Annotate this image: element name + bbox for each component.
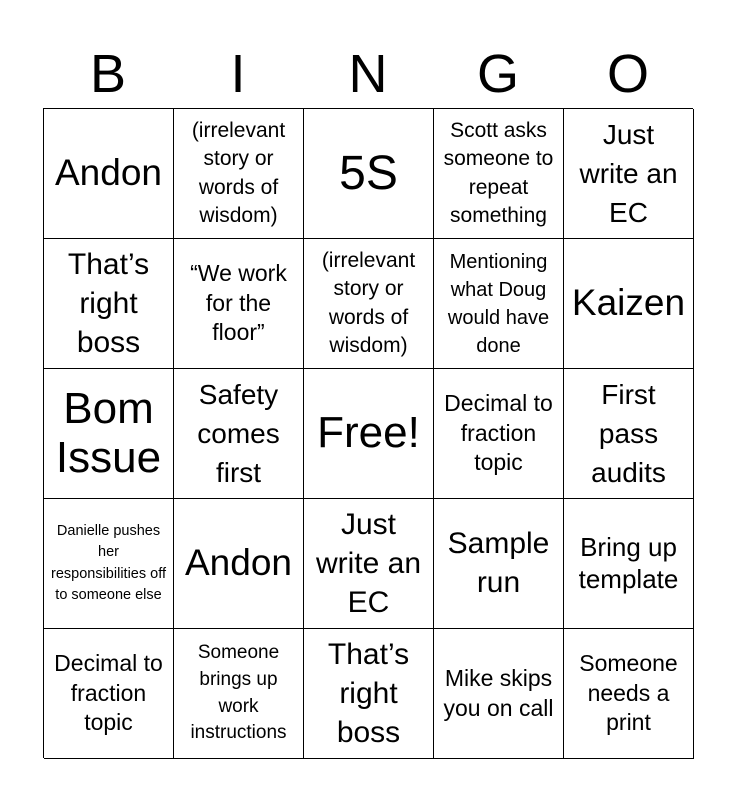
header-letter-n: N xyxy=(348,44,388,104)
cell-text: Decimal to fraction topic xyxy=(444,389,553,476)
cell-text: (irrelevant story or words of wisdom) xyxy=(191,118,286,227)
free-space: Free! xyxy=(317,408,420,458)
bingo-cell-r5c5[interactable] xyxy=(564,629,694,759)
header-letter-b: B xyxy=(89,44,127,104)
bingo-cell-r1c5[interactable] xyxy=(564,109,694,239)
cell-text: Just write an EC xyxy=(315,508,422,619)
bingo-cell-r1c3[interactable] xyxy=(304,109,434,239)
cell-text: Bom Issue xyxy=(55,384,162,482)
bingo-cell-r5c2[interactable] xyxy=(174,629,304,759)
bingo-cell-r2c1[interactable] xyxy=(44,239,174,369)
cell-text: Scott asks someone to repeat something xyxy=(443,118,554,227)
cell-text: Mike skips you on call xyxy=(443,664,554,721)
cell-text: First pass audits xyxy=(591,378,666,489)
bingo-cell-r4c4[interactable] xyxy=(434,499,564,629)
cell-text: Just write an EC xyxy=(579,118,678,229)
bingo-header xyxy=(43,40,693,108)
bingo-cell-r2c2[interactable] xyxy=(174,239,304,369)
bingo-cell-r2c5[interactable] xyxy=(564,239,694,369)
cell-text: Danielle pushes her responsibilities off to someone else xyxy=(51,523,166,603)
cell-text: Decimal to fraction topic xyxy=(54,649,163,736)
bingo-cell-r3c5[interactable] xyxy=(564,369,694,499)
cell-text: Kaizen xyxy=(571,282,686,324)
bingo-cell-r3c4[interactable] xyxy=(434,369,564,499)
cell-text: “We work for the floor” xyxy=(190,259,287,346)
bingo-cell-r2c3[interactable] xyxy=(304,239,434,369)
bingo-cell-r4c5[interactable] xyxy=(564,499,694,629)
bingo-cell-r5c1[interactable] xyxy=(44,629,174,759)
header-letter-g: G xyxy=(476,44,519,104)
cell-text: Andon xyxy=(55,152,162,194)
bingo-cell-r1c1[interactable] xyxy=(44,109,174,239)
bingo-cell-r3c1[interactable] xyxy=(44,369,174,499)
bingo-cell-r3c3[interactable] xyxy=(304,369,434,499)
bingo-cell-r1c4[interactable] xyxy=(434,109,564,239)
bingo-cell-r4c2[interactable] xyxy=(174,499,304,629)
header-letter-o: O xyxy=(606,44,649,104)
bingo-card xyxy=(43,108,693,758)
cell-text: Someone needs a print xyxy=(579,649,678,736)
header-letter-i: I xyxy=(230,44,246,104)
bingo-cell-r2c4[interactable] xyxy=(434,239,564,369)
cell-text: 5S xyxy=(339,146,398,200)
cell-text: Someone brings up work instructions xyxy=(190,642,287,744)
cell-text: Bring up template xyxy=(578,531,679,594)
bingo-cell-r1c2[interactable] xyxy=(174,109,304,239)
bingo-cell-r5c4[interactable] xyxy=(434,629,564,759)
cell-text: That’s right boss xyxy=(67,248,150,359)
bingo-cell-r4c1[interactable] xyxy=(44,499,174,629)
cell-text: Andon xyxy=(185,542,292,584)
bingo-cell-r5c3[interactable] xyxy=(304,629,434,759)
bingo-cell-r3c2[interactable] xyxy=(174,369,304,499)
cell-text: Mentioning what Doug would have done xyxy=(447,250,550,357)
bingo-cell-r4c3[interactable] xyxy=(304,499,434,629)
cell-text: Sample run xyxy=(447,527,550,599)
cell-text: Safety comes first xyxy=(197,378,280,489)
cell-text: That’s right boss xyxy=(327,638,410,749)
cell-text: (irrelevant story or words of wisdom) xyxy=(321,248,416,357)
